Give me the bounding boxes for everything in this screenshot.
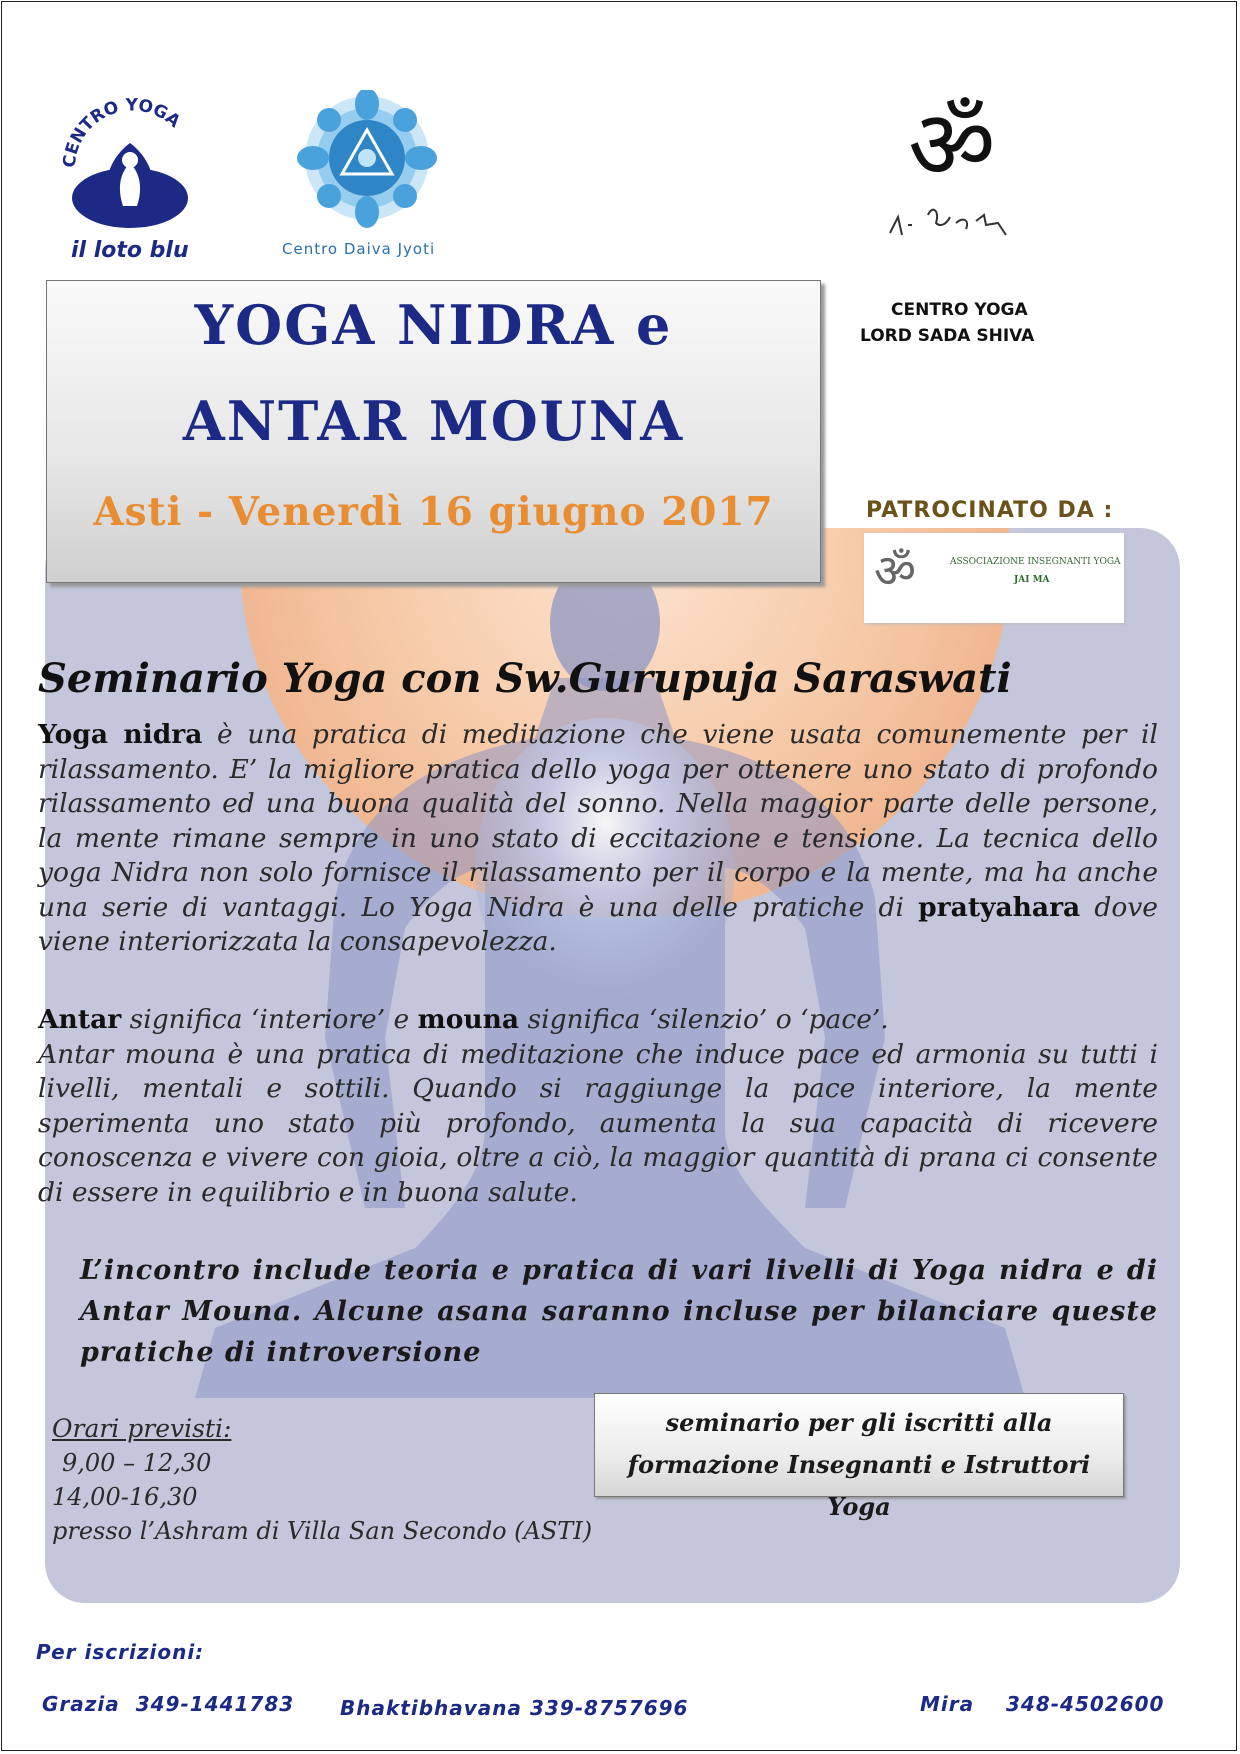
schedule-heading: Orari previsti:: [52, 1414, 232, 1443]
loto-blu-caption: il loto blu: [71, 238, 189, 263]
paragraph-incontro: L’incontro include teoria e pratica di vari livelli di Yoga nidra e di Antar Mouna. Alcune asana saranno incluse per bilanciare queste pratiche di introversione: [80, 1255, 1158, 1368]
contact-name: Bhaktibhavana: [340, 1696, 523, 1720]
contact-name: Mira: [920, 1692, 975, 1716]
om-icon: ॐ: [908, 89, 996, 201]
paragraph-yoga-nidra: [38, 718, 1158, 960]
logo-daiva-jyoti: [282, 90, 452, 265]
org-line-1: CENTRO YOGA: [891, 300, 1028, 320]
schedule-place: presso l’Ashram di Villa San Secondo (ASTI): [52, 1517, 593, 1545]
term-pratyahara: pratyahara: [918, 891, 1081, 923]
paragraph-antar-mouna: [38, 1003, 1158, 1210]
title-line-1: YOGA NIDRA e: [194, 293, 673, 357]
antar-mouna-definition: [38, 1003, 1158, 1038]
event-date: Asti - Venerdì 16 giugno 2017: [93, 489, 774, 535]
svg-text:CENTRO YOGA: CENTRO YOGA: [59, 95, 185, 169]
para2-text-1: significa ‘interiore’ e: [121, 1004, 418, 1035]
schedule: [52, 1412, 592, 1548]
sponsor-label: PATROCINATO DA :: [866, 498, 1114, 523]
sponsor-assoc-line-2: JAI MA: [1014, 575, 1050, 585]
contact-phone: 339-8757696: [529, 1696, 689, 1720]
title-box: [46, 280, 821, 583]
antar-mouna-body: Antar mouna è una pratica di meditazione che induce pace ed armonia su tutti i livelli, mentali e sottili. Quando si raggiunge la pace interiore, la mente sperimenta uno stato più profondo, aumenta la sua capacità di ricevere conoscenza e vivere con gioia, oltre a ciò, la maggior quantità di prana ci consente di essere in equilibrio e in buona salute.: [38, 1038, 1158, 1208]
term-yoga-nidra: Yoga nidra: [38, 719, 203, 750]
registration-label: Per iscrizioni:: [36, 1640, 205, 1664]
contact-name: Grazia: [42, 1692, 120, 1716]
para1-text-b: dove viene interiorizzata la consapevolezza.: [38, 891, 1158, 957]
logo-loto-blu: [55, 88, 205, 268]
org-lord-sada-shiva: [860, 297, 1034, 349]
sponsor-om-icon: ॐ: [874, 544, 916, 598]
chakra-icon: [292, 90, 442, 230]
term-antar: Antar: [38, 1004, 122, 1035]
seminar-audience-box: [594, 1393, 1124, 1521]
para1-text-a: è una pratica di meditazione che viene usata comunemente per il rilassamento. E’ la migliore pratica dello yoga per ottenere uno stato di profondo rilassamento ed una buona qualità del sonno. Nella maggior parte delle persone, la mente rimane sempre in uno stato di eccitazione e tensione. La tecnica dello yoga Nidra non solo fornisce il rilassamento per il corpo e la mente, ma ha anche una serie di vantaggi. Lo Yoga Nidra è una delle pratiche di: [38, 719, 1158, 923]
para2-text-2: significa ‘silenzio’ o ‘pace’.: [519, 1004, 889, 1035]
schedule-slot-1: 9,00 – 12,30: [62, 1449, 212, 1477]
contact-phone: 348-4502600: [1005, 1692, 1165, 1716]
sponsor-logo-box: [864, 533, 1124, 623]
contact-mira: [920, 1692, 1164, 1716]
seminar-subtitle: Seminario Yoga con Sw.Gurupuja Saraswati: [38, 655, 1012, 702]
contact-bhaktibhavana: [340, 1696, 688, 1720]
signature-icon: [880, 195, 1030, 245]
seminar-box-line-2: formazione Insegnanti e Istruttori Yoga: [627, 1450, 1091, 1521]
lotus-icon: [55, 88, 205, 238]
term-mouna: mouna: [417, 1004, 520, 1035]
contact-grazia: [42, 1692, 294, 1716]
contact-phone: 349-1441783: [135, 1692, 295, 1716]
sponsor-assoc-line-1: ASSOCIAZIONE INSEGNANTI YOGA: [950, 557, 1121, 567]
title-line-2: ANTAR MOUNA: [182, 389, 685, 453]
daiva-jyoti-caption: Centro Daiva Jyoti: [282, 240, 436, 258]
logo-om-signature: [880, 89, 1040, 255]
org-line-2: LORD SADA SHIVA: [860, 326, 1035, 346]
schedule-slot-2: 14,00-16,30: [52, 1483, 198, 1511]
seminar-box-line-1: seminario per gli iscritti alla: [665, 1408, 1053, 1437]
